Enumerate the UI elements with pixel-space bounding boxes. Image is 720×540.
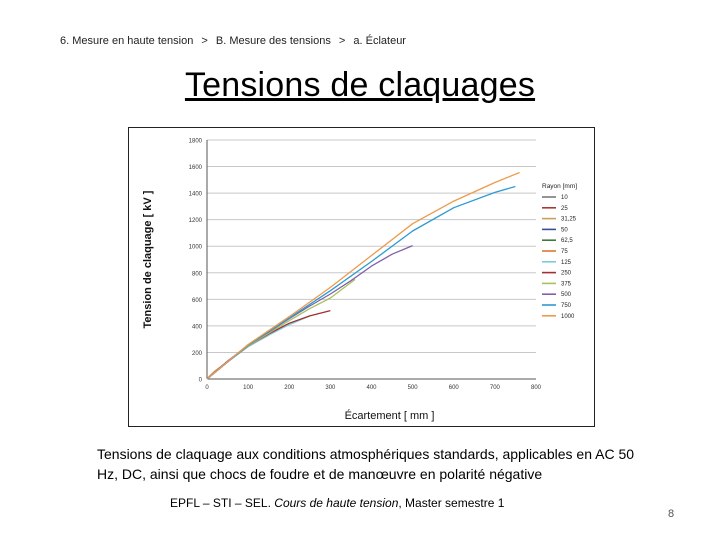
footer-institution: EPFL – STI – SEL. bbox=[170, 496, 271, 510]
chart-svg bbox=[129, 128, 594, 426]
x-tick-label: 400 bbox=[366, 385, 377, 391]
series-line-500 bbox=[207, 246, 413, 379]
series-line-75 bbox=[207, 335, 269, 379]
x-tick-label: 300 bbox=[325, 385, 336, 391]
x-tick-label: 700 bbox=[489, 385, 500, 391]
breakdown-voltage-chart bbox=[128, 127, 595, 427]
legend-title: Rayon [mm] bbox=[542, 183, 578, 190]
legend-entry: 25 bbox=[561, 205, 568, 212]
footer bbox=[170, 496, 504, 510]
y-tick-label: 800 bbox=[191, 271, 202, 278]
y-tick-label: 0 bbox=[198, 377, 202, 384]
legend-entry: 31,25 bbox=[561, 216, 577, 223]
footer-suffix: , Master semestre 1 bbox=[398, 496, 505, 510]
series-line-750 bbox=[207, 187, 515, 380]
x-tick-label: 0 bbox=[205, 385, 209, 391]
x-tick-label: 800 bbox=[530, 385, 542, 391]
y-tick-label: 1800 bbox=[188, 138, 202, 145]
y-tick-label: 600 bbox=[191, 297, 202, 304]
y-tick-label: 200 bbox=[191, 350, 202, 357]
breadcrumb-separator: > bbox=[338, 35, 346, 47]
y-tick-label: 1000 bbox=[188, 244, 202, 251]
y-tick-label: 1400 bbox=[188, 191, 202, 198]
y-tick-label: 1600 bbox=[188, 165, 202, 172]
breadcrumb-item: a. Éclateur bbox=[353, 35, 406, 47]
x-tick-label: 200 bbox=[284, 385, 295, 391]
series-line-250 bbox=[207, 311, 330, 379]
x-axis-label: Écartement [ mm ] bbox=[344, 410, 435, 422]
x-tick-label: 100 bbox=[243, 385, 254, 391]
series-line-125 bbox=[207, 316, 310, 379]
y-tick-label: 1200 bbox=[188, 218, 202, 225]
legend-entry: 10 bbox=[561, 195, 568, 201]
breadcrumb-separator: > bbox=[201, 35, 208, 47]
legend-entry: 75 bbox=[561, 249, 568, 255]
breadcrumb-item: 6. Mesure en haute tension bbox=[60, 35, 194, 47]
legend-entry: 250 bbox=[561, 270, 572, 277]
legend-entry: 750 bbox=[561, 303, 572, 309]
series-line-1000 bbox=[207, 173, 520, 380]
footer-course: Cours de haute tension bbox=[274, 496, 399, 510]
page-number: 8 bbox=[668, 508, 675, 520]
breadcrumb-item: B. Mesure des tensions bbox=[215, 35, 331, 47]
y-tick-label: 400 bbox=[191, 324, 202, 331]
legend-entry: 375 bbox=[561, 281, 572, 288]
legend-entry: 62,5 bbox=[561, 238, 573, 245]
page-title: Tensions de claquages bbox=[184, 66, 536, 104]
breadcrumb bbox=[60, 35, 406, 47]
x-tick-label: 600 bbox=[448, 385, 459, 391]
legend-entry: 500 bbox=[561, 292, 572, 299]
figure-caption: Tensions de claquage aux conditions atmosphériques standards, applicables en AC 50 Hz, DC, ainsi que chocs de foudre et de manœuvre en polarité négative bbox=[97, 446, 635, 482]
legend-entry: 125 bbox=[561, 259, 572, 266]
x-tick-label: 500 bbox=[407, 385, 418, 391]
legend-entry: 50 bbox=[561, 227, 568, 234]
y-axis-label: Tension de claquage [ kV ] bbox=[142, 190, 154, 329]
legend-entry: 1000 bbox=[561, 313, 575, 320]
